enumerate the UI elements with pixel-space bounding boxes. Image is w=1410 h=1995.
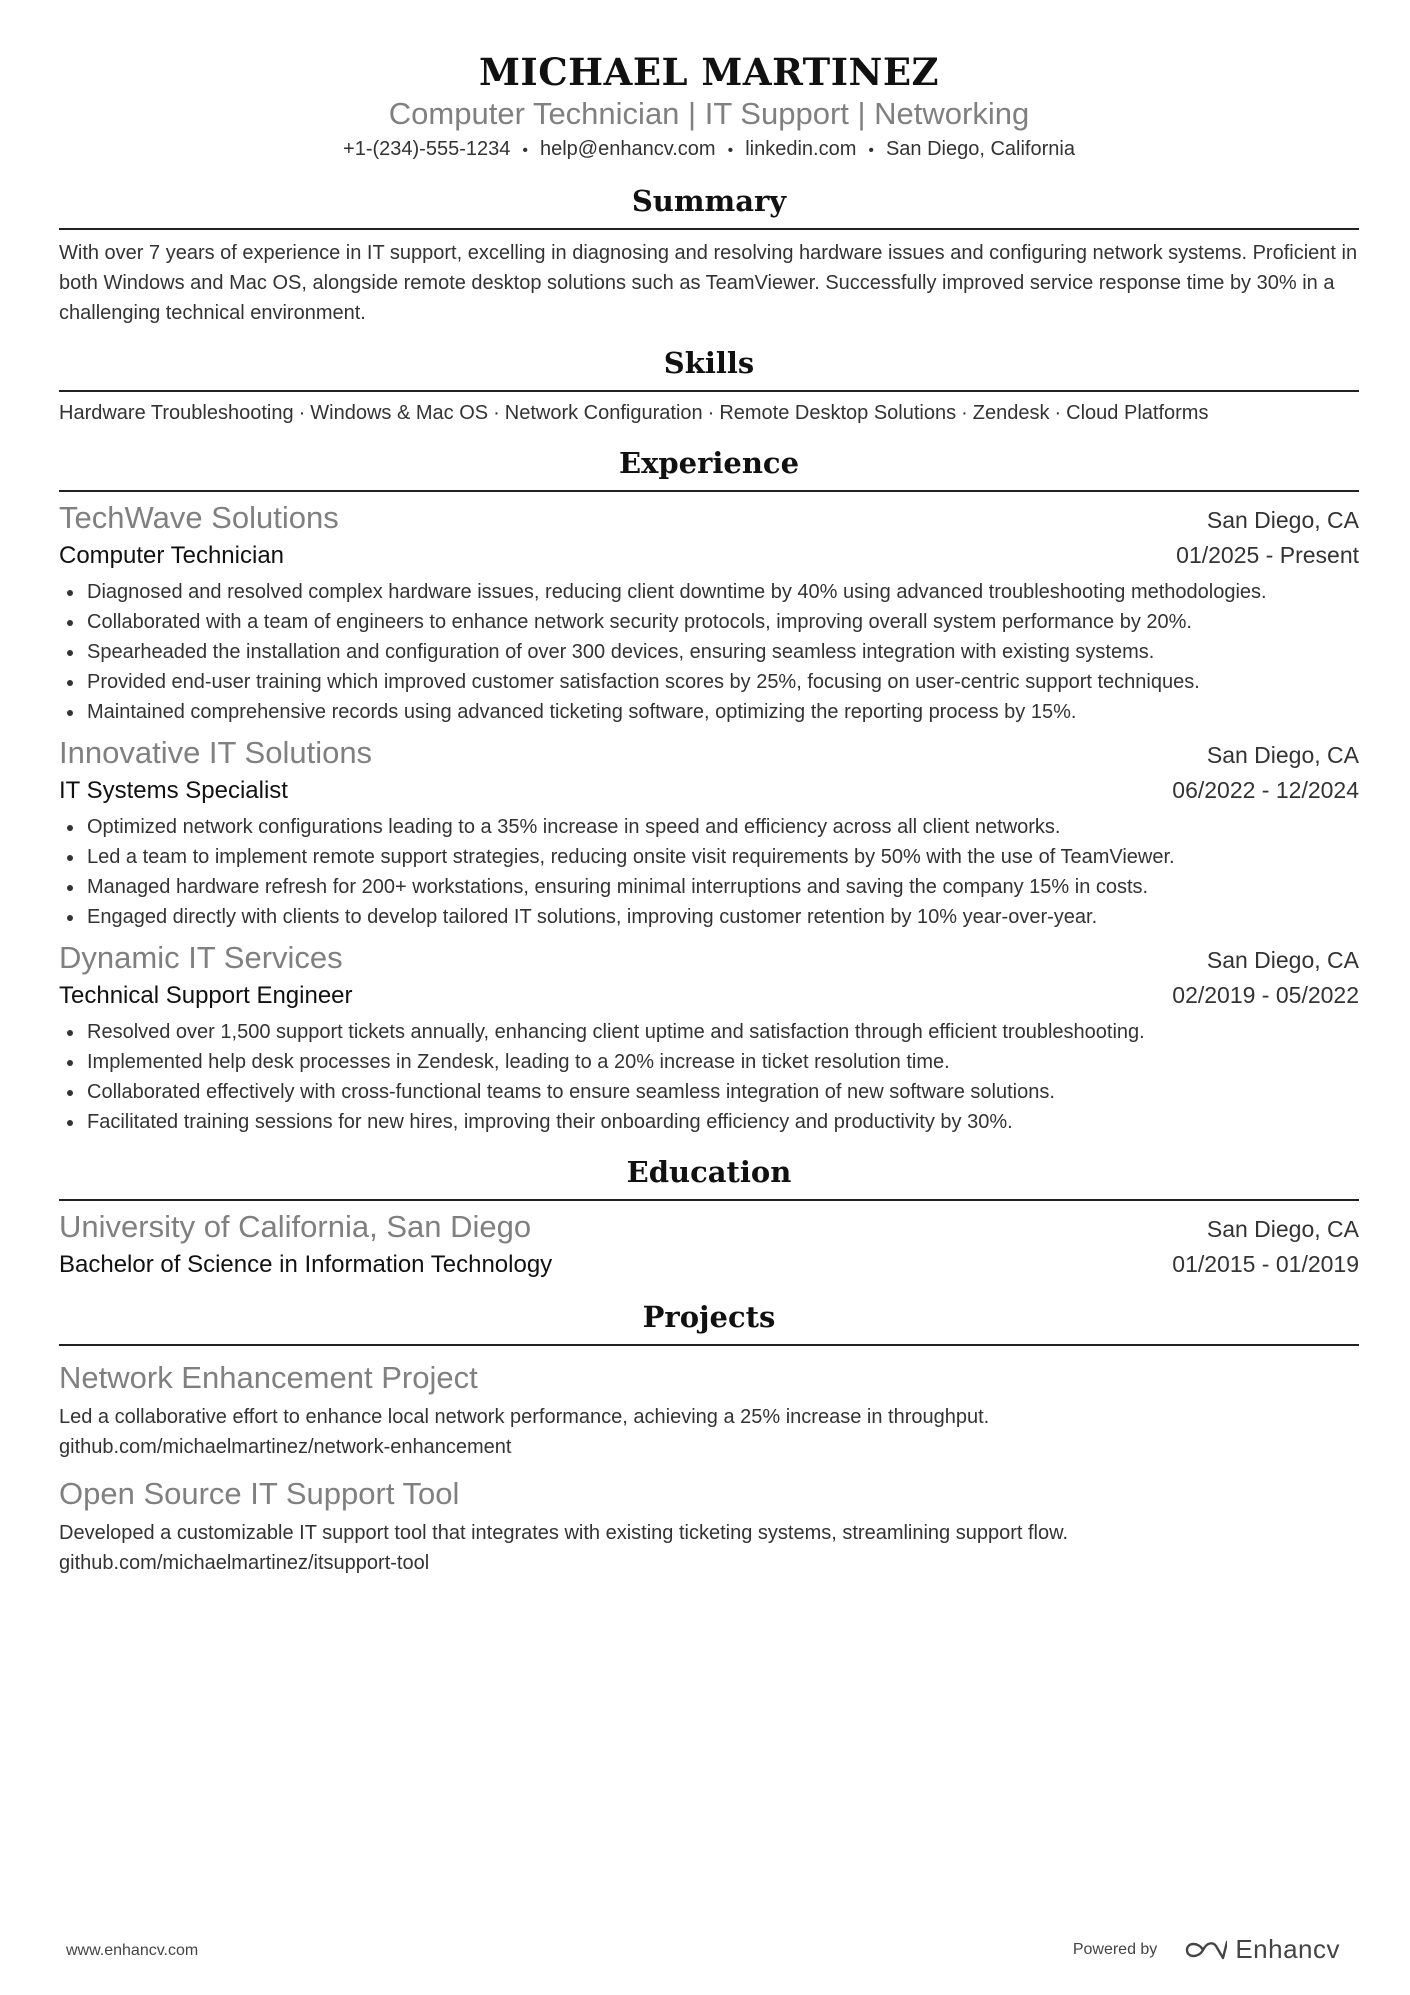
powered-by-label: Powered by	[1072, 1940, 1158, 1958]
education-section	[59, 1151, 1359, 1282]
project-description: Developed a customizable IT support tool that integrates with existing ticketing systems, streamlining support flow.	[59, 1522, 1069, 1544]
section-title-projects: Projects	[59, 1296, 1359, 1346]
company-name: Innovative IT Solutions	[59, 735, 373, 770]
project-entry	[59, 1358, 1359, 1462]
project-link[interactable]: github.com/michaelmartinez/itsupport-tool	[59, 1552, 430, 1574]
school-location: San Diego, CA	[1206, 1216, 1359, 1242]
project-link[interactable]: github.com/michaelmartinez/network-enhancement	[59, 1436, 512, 1458]
job-entry	[59, 938, 1359, 1137]
job-location: San Diego, CA	[1206, 947, 1359, 973]
dot-separator: ·	[493, 402, 500, 424]
bullet-separator: •	[727, 142, 734, 159]
project-entry	[59, 1474, 1359, 1578]
bullet-separator: •	[868, 142, 874, 159]
enhancv-logo-icon	[1183, 1938, 1227, 1962]
resume-page	[59, 0, 1359, 1578]
bullet-item: Led a team to implement remote support strategies, reducing onsite visit requirements by 50% with the use of TeamViewer.	[59, 842, 1359, 872]
bullet-item: Facilitated training sessions for new hires, improving their onboarding efficiency and productivity by 30%.	[59, 1107, 1359, 1137]
job-role: IT Systems Specialist	[59, 777, 288, 804]
job-bullets	[59, 812, 1359, 932]
bullet-item: Collaborated with a team of engineers to enhance network security protocols, improving overall system performance by 20%.	[59, 607, 1359, 637]
bullet-item: Maintained comprehensive records using advanced ticketing software, optimizing the reporting process by 15%.	[59, 697, 1359, 727]
education-dates: 01/2015 - 01/2019	[1172, 1251, 1359, 1277]
project-title: Open Source IT Support Tool	[59, 1476, 460, 1511]
degree: Bachelor of Science in Information Technology	[59, 1251, 553, 1278]
education-entry	[59, 1207, 1359, 1282]
skill-item: Remote Desktop Solutions	[719, 402, 957, 424]
project-description: Led a collaborative effort to enhance local network performance, achieving a 25% increase in throughput.	[59, 1406, 990, 1428]
school-name: University of California, San Diego	[59, 1209, 532, 1244]
company-name: Dynamic IT Services	[59, 940, 343, 975]
bullet-item: Optimized network configurations leading to a 35% increase in speed and efficiency across all client networks.	[59, 812, 1359, 842]
dot-separator: ·	[707, 402, 715, 424]
job-role: Computer Technician	[59, 542, 285, 569]
brand-name: Enhancv	[1235, 1934, 1340, 1964]
job-dates: 01/2025 - Present	[1176, 542, 1359, 568]
job-dates: 06/2022 - 12/2024	[1172, 777, 1359, 803]
job-location: San Diego, CA	[1206, 507, 1359, 533]
bullet-item: Resolved over 1,500 support tickets annually, enhancing client uptime and satisfaction through efficient troubleshooting.	[59, 1017, 1359, 1047]
candidate-name: MICHAEL MARTINEZ	[478, 50, 940, 94]
skill-item: Network Configuration	[504, 402, 703, 424]
dot-separator: ·	[961, 402, 968, 424]
enhancv-logo[interactable]	[1183, 1934, 1340, 1965]
skill-item: Zendesk	[972, 402, 1050, 424]
bullet-item: Collaborated effectively with cross-functional teams to ensure seamless integration of new software solutions.	[59, 1077, 1359, 1107]
section-title-experience: Experience	[59, 442, 1359, 492]
location: San Diego, California	[885, 138, 1075, 160]
job-entry	[59, 733, 1359, 932]
bullet-item: Managed hardware refresh for 200+ workstations, ensuring minimal interruptions and saving the company 15% in costs.	[59, 872, 1359, 902]
job-dates: 02/2019 - 05/2022	[1172, 982, 1359, 1008]
linkedin-link[interactable]: linkedin.com	[745, 138, 857, 160]
skill-item: Windows & Mac OS	[310, 402, 489, 424]
skill-item: Cloud Platforms	[1066, 402, 1209, 424]
footer-website-link[interactable]: www.enhancv.com	[66, 1942, 199, 1959]
candidate-headline: Computer Technician | IT Support | Networking	[388, 96, 1030, 131]
job-location: San Diego, CA	[1206, 742, 1359, 768]
job-role: Technical Support Engineer	[59, 982, 353, 1009]
dot-separator: ·	[298, 402, 306, 424]
section-title-skills: Skills	[59, 342, 1359, 392]
company-name: TechWave Solutions	[59, 500, 339, 535]
skill-item: Hardware Troubleshooting	[59, 402, 294, 424]
bullet-item: Spearheaded the installation and configuration of over 300 devices, ensuring seamless integration with existing systems.	[59, 637, 1359, 667]
section-title-education: Education	[59, 1151, 1359, 1201]
summary-section	[59, 180, 1359, 328]
phone: +1-(234)-555-1234	[343, 138, 511, 160]
summary-text: With over 7 years of experience in IT support, excelling in diagnosing and resolving hardware issues and configuring network systems. Proficient in both Windows and Mac OS, alongside remote desktop solutions such as TeamViewer. Successfully improved service response time by 30% in a challenging technical environment.	[59, 242, 1358, 324]
email-link[interactable]: help@enhancv.com	[539, 138, 716, 160]
contact-line	[59, 134, 1359, 166]
bullet-separator: •	[522, 142, 528, 159]
bullet-item: Provided end-user training which improved customer satisfaction scores by 25%, focusing on user-centric support techniques.	[59, 667, 1359, 697]
section-title-summary: Summary	[59, 180, 1359, 230]
dot-separator: ·	[1054, 402, 1062, 424]
job-bullets	[59, 1017, 1359, 1137]
skills-list	[59, 398, 1359, 428]
experience-section	[59, 442, 1359, 1137]
bullet-item: Diagnosed and resolved complex hardware issues, reducing client downtime by 40% using advanced troubleshooting methodologies.	[59, 577, 1359, 607]
bullet-item: Implemented help desk processes in Zendesk, leading to a 20% increase in ticket resolution time.	[59, 1047, 1359, 1077]
project-title: Network Enhancement Project	[59, 1360, 478, 1395]
job-entry	[59, 498, 1359, 727]
bullet-item: Engaged directly with clients to develop tailored IT solutions, improving customer retention by 10% year-over-year.	[59, 902, 1359, 932]
footer-branding	[1073, 1934, 1340, 1965]
skills-section	[59, 342, 1359, 428]
projects-section	[59, 1296, 1359, 1578]
job-bullets	[59, 577, 1359, 727]
